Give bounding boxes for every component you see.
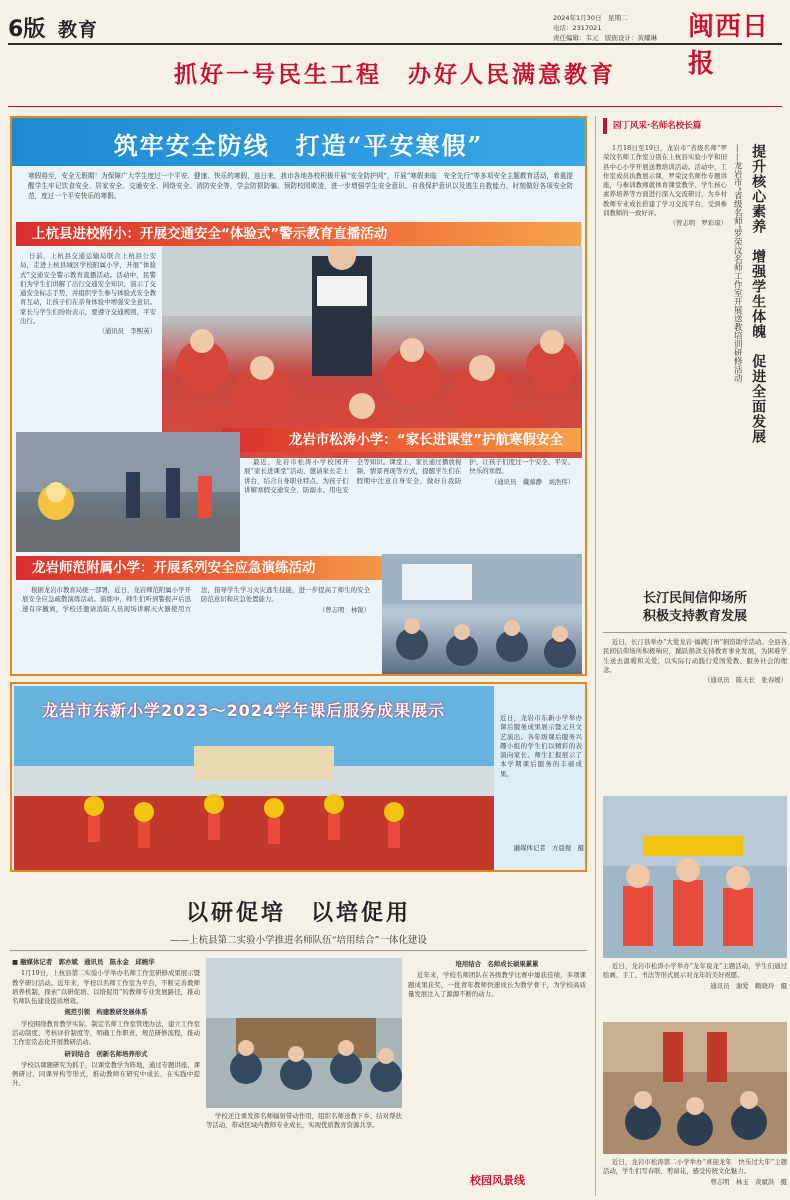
right-photo-1-caption: 近日，龙岩市松涛小学举办“龙年说龙”主题活动，学生们通过绘画、手工、书法等形式展示对龙年的美好祝愿。: [603, 962, 787, 980]
right-photo-2-caption-box: [603, 1158, 787, 1198]
issue-phone: 电话：2317021: [553, 23, 602, 32]
issue-date: 2024年1月30日 星期二: [553, 14, 628, 22]
research-column-1: [12, 958, 200, 1196]
safety-story-3: [22, 586, 370, 674]
header-divider: [8, 43, 782, 45]
right-photo-1: [603, 796, 787, 958]
research-heading-3: 培用结合 名师成长硕果累累: [455, 960, 539, 968]
traffic-safety-photo: [162, 246, 582, 458]
research-photo: [206, 958, 402, 1108]
safety-feature: [10, 116, 587, 676]
page-headline: 抓好一号民生工程 办好人民满意教育: [174, 61, 616, 88]
safety-story-2: [244, 458, 574, 554]
research-heading-1: 规范引领 构建教研发展体系: [64, 1008, 148, 1017]
issue-editors: 责任编辑：韦元 版面设计：黄耀琳: [553, 33, 657, 42]
after-school-showcase: [10, 682, 587, 872]
right-story-2-credit: （通讯员 陈天长 张春媛）: [703, 676, 787, 685]
right-story-2-title: 长汀民间信仰场所 积极支持教育发展: [642, 591, 747, 625]
safety-story-1-body: 日前，上杭县交通运输局联合上杭县公安局，走进上杭县城区学校附属小学，开展“体验式”交通安全警示教育直播活动。活动中，民警们为学生们讲解了出行交通安全知识，演示了交通安全标志手势，并组织学生参与体验式安全教育互动，让孩子们在亲身体验中增强安全意识。家长与学生们纷纷表示，要遵守交通规则，平安出行。: [20, 252, 156, 325]
safety-banner-3-label: 龙岩师范附属小学：开展系列安全应急演练活动: [32, 560, 316, 576]
safety-title: 筑牢安全防线 打造“平安寒假”: [113, 131, 484, 160]
safety-story-2-credit: （通讯员 戴慕静 刘浩伟）: [490, 477, 574, 486]
research-column-3: [408, 958, 586, 1168]
research-divider: [10, 950, 587, 951]
showcase-credit: 融媒体记者 方晨煜 摄: [513, 844, 584, 852]
right-photo-1-caption-box: [603, 962, 787, 1016]
showcase-title: 龙岩市东新小学2023～2024学年课后服务成果展示: [42, 701, 446, 720]
right-story-1: [603, 144, 727, 582]
safety-banner-2: [222, 428, 581, 452]
safety-banner-3: [16, 556, 416, 580]
teacher-training-illustration: [206, 958, 402, 1108]
right-story-2-divider: [603, 632, 787, 633]
right-photo-2: [603, 1022, 787, 1154]
showcase-caption: 近日，龙岩市东新小学举办课后服务成果展示暨元旦文艺演出。各年级课后服务兴趣小组的学生们以精彩的表演向家长、师生汇报展示了本学期课后服务的丰硕成果。: [500, 714, 582, 778]
safety-story-2-body: 最近，龙岩市松涛小学校园开展“家长进课堂”活动，邀请家长走上讲台，结合自身职业特点，为孩子们讲解寒假交通安全、防溺水、用电安全等知识。课堂上，家长通过播放视频、情景再现等方式，提醒学生们在假期中注意自身安全，做好自我防护，让孩子们度过一个安全、平安、快乐的寒假。: [244, 458, 574, 494]
dragon-activity-illustration: [603, 796, 787, 958]
column-divider: [595, 116, 596, 1196]
right-story-1-credit: （曾志明 罗彩琼）: [669, 219, 727, 228]
safety-story-1-credit: （通讯员 李熙英）: [98, 327, 156, 336]
right-story-2: [603, 638, 787, 788]
safety-banner-2-label: 龙岩市松涛小学：“家长进课堂”护航寒假安全: [288, 432, 563, 448]
research-body-1: 1月19日，上杭县第二实验小学举办名师工作室研修成果展示暨教学研讨活动。近年来，学校以名师工作室为平台，不断完善教师培养机制，探索“以研促培、以培促用”的教师专业发展路径，推动名师队伍建设提质增效。: [12, 969, 200, 1006]
research-body-2: 学校围绕教育教学实际，制定名师工作室管理办法，建立工作室活动制度、考核评价制度等，明确工作职责，规范研修流程，推动工作室常态化开展教研活动。: [12, 1019, 200, 1047]
safety-intro: 寒假将至，安全无假期！为保障广大学生度过一个平安、健康、快乐的寒假，连日来，我市各地各校积极开展“安全防护网”，开展“寒假来临 安全先行”等多项安全主题教育活动，着重提醒学生牢记饮食安全、居家安全、交通安全、网络安全、消防安全等，学会防损防骗、预防校园欺凌，进一步增强学生安全意识、自我保护意识以及逃生自救能力，时刻做好各项安全防范，度过一个平安快乐的寒假。: [28, 172, 573, 200]
section-title: 教育: [58, 19, 99, 41]
safety-story-3-body: 根据龙岩市教育局统一部署，近日，龙岩师范附属小学开展安全应急疏散演练活动。演练中，师生们听到警报声后迅速有序撤离，学校还邀请消防人员现场讲解灭火器使用方法，指导学生学习火灾逃生技能，进一步提高了师生的安全防范意识和应急处置能力。: [22, 586, 370, 613]
fire-drill-illustration: [16, 432, 240, 552]
gardener-column-label: 园丁风采·名师名校长篇: [613, 121, 702, 131]
newspaper-logo: 闽西日报: [688, 12, 770, 79]
right-photo-1-credit: 通讯员 谢爱 赖晓玲 摄: [710, 981, 787, 990]
research-title: 以研促培 以培促用: [185, 900, 411, 926]
spring-festival-illustration: [603, 1022, 787, 1154]
classroom-illustration: [382, 554, 582, 674]
safety-banner-1: [16, 222, 581, 246]
headline-divider: [8, 106, 782, 107]
research-byline: ■ 融媒体记者 郭亦斌 通讯员 陈永金 邱婉华: [12, 958, 155, 966]
classroom-photo: [382, 554, 582, 674]
right-photo-2-caption: 近日，龙岩市松涛第二小学举办“喜迎龙年 快乐过大年”主题活动，学生们写春联、剪窗花，感受传统文化魅力。: [603, 1158, 787, 1176]
right-story-2-body: 近日，长汀县举办“大爱龙岩·福满汀州”捐资助学活动。全县各民间信仰场所积极响应，踊跃捐款支持教育事业发展，为困难学生送去温暖和关爱，以实际行动践行爱国爱教、服务社会的理念。: [603, 638, 787, 674]
traffic-safety-illustration: [162, 246, 582, 458]
research-subtitle: ——上杭县第二实验小学推进名师队伍“培用结合”一体化建设: [170, 935, 427, 946]
right-photo-2-credit: 曾志明 林玉 黄斌洪 摄: [710, 1177, 787, 1186]
campus-scenery-label: 校园风景线: [470, 1174, 525, 1187]
research-body-5: 近年来，学校名师团队在各级教学比赛中屡获佳绩，多项课题成果获奖，一批青年教师快速成长为教学骨干，为学校高质量发展注入了源源不断的动力。: [408, 971, 586, 998]
safety-banner-1-label: 上杭县进校附小：开展交通安全“体验式”警示教育直播活动: [32, 226, 388, 242]
research-heading-2: 研训结合 创新名师培养形式: [64, 1049, 148, 1058]
safety-story-3-credit: （曾志明 林锐）: [318, 605, 370, 614]
research-column-2: [206, 1112, 402, 1196]
page-number: 6版: [8, 17, 46, 42]
fire-drill-photo: [16, 432, 240, 552]
vertical-subheadline: ——龙岩市“省级名师”罗荣汶名师工作室开展送教培训研修活动: [732, 144, 743, 383]
safety-story-1: [20, 252, 156, 462]
research-body-3: 学校以课题研究为抓手，以课堂教学为阵地，通过专题讲座、课例研讨、同课异构等形式，推动教师在研究中成长，在实践中提升。: [12, 1060, 200, 1088]
gardener-column-bar: [603, 118, 787, 134]
vertical-headline: 提升核心素养 增强学生体魄 促进全面发展: [750, 144, 767, 444]
research-body-4: 学校还注重发挥名师辐射带动作用，组织名师送教下乡、结对帮扶等活动，带动区域内教师专业成长，实现优质教育资源共享。: [206, 1112, 402, 1130]
issue-meta: [553, 14, 657, 43]
right-story-1-body: 1月18日至19日，龙岩市“省级名师”罗荣汶名师工作室分别在上杭县实验小学和旧县中心小学开展送教培训活动。活动中，工作室成员执教展示课，罗荣汶名师作专题讲座，与参训教师就体育课堂教学、学生核心素养培养等方面进行深入交流研讨，为乡村教师专业成长搭建了学习交流平台，受到参训教师的一致好评。: [603, 144, 727, 217]
